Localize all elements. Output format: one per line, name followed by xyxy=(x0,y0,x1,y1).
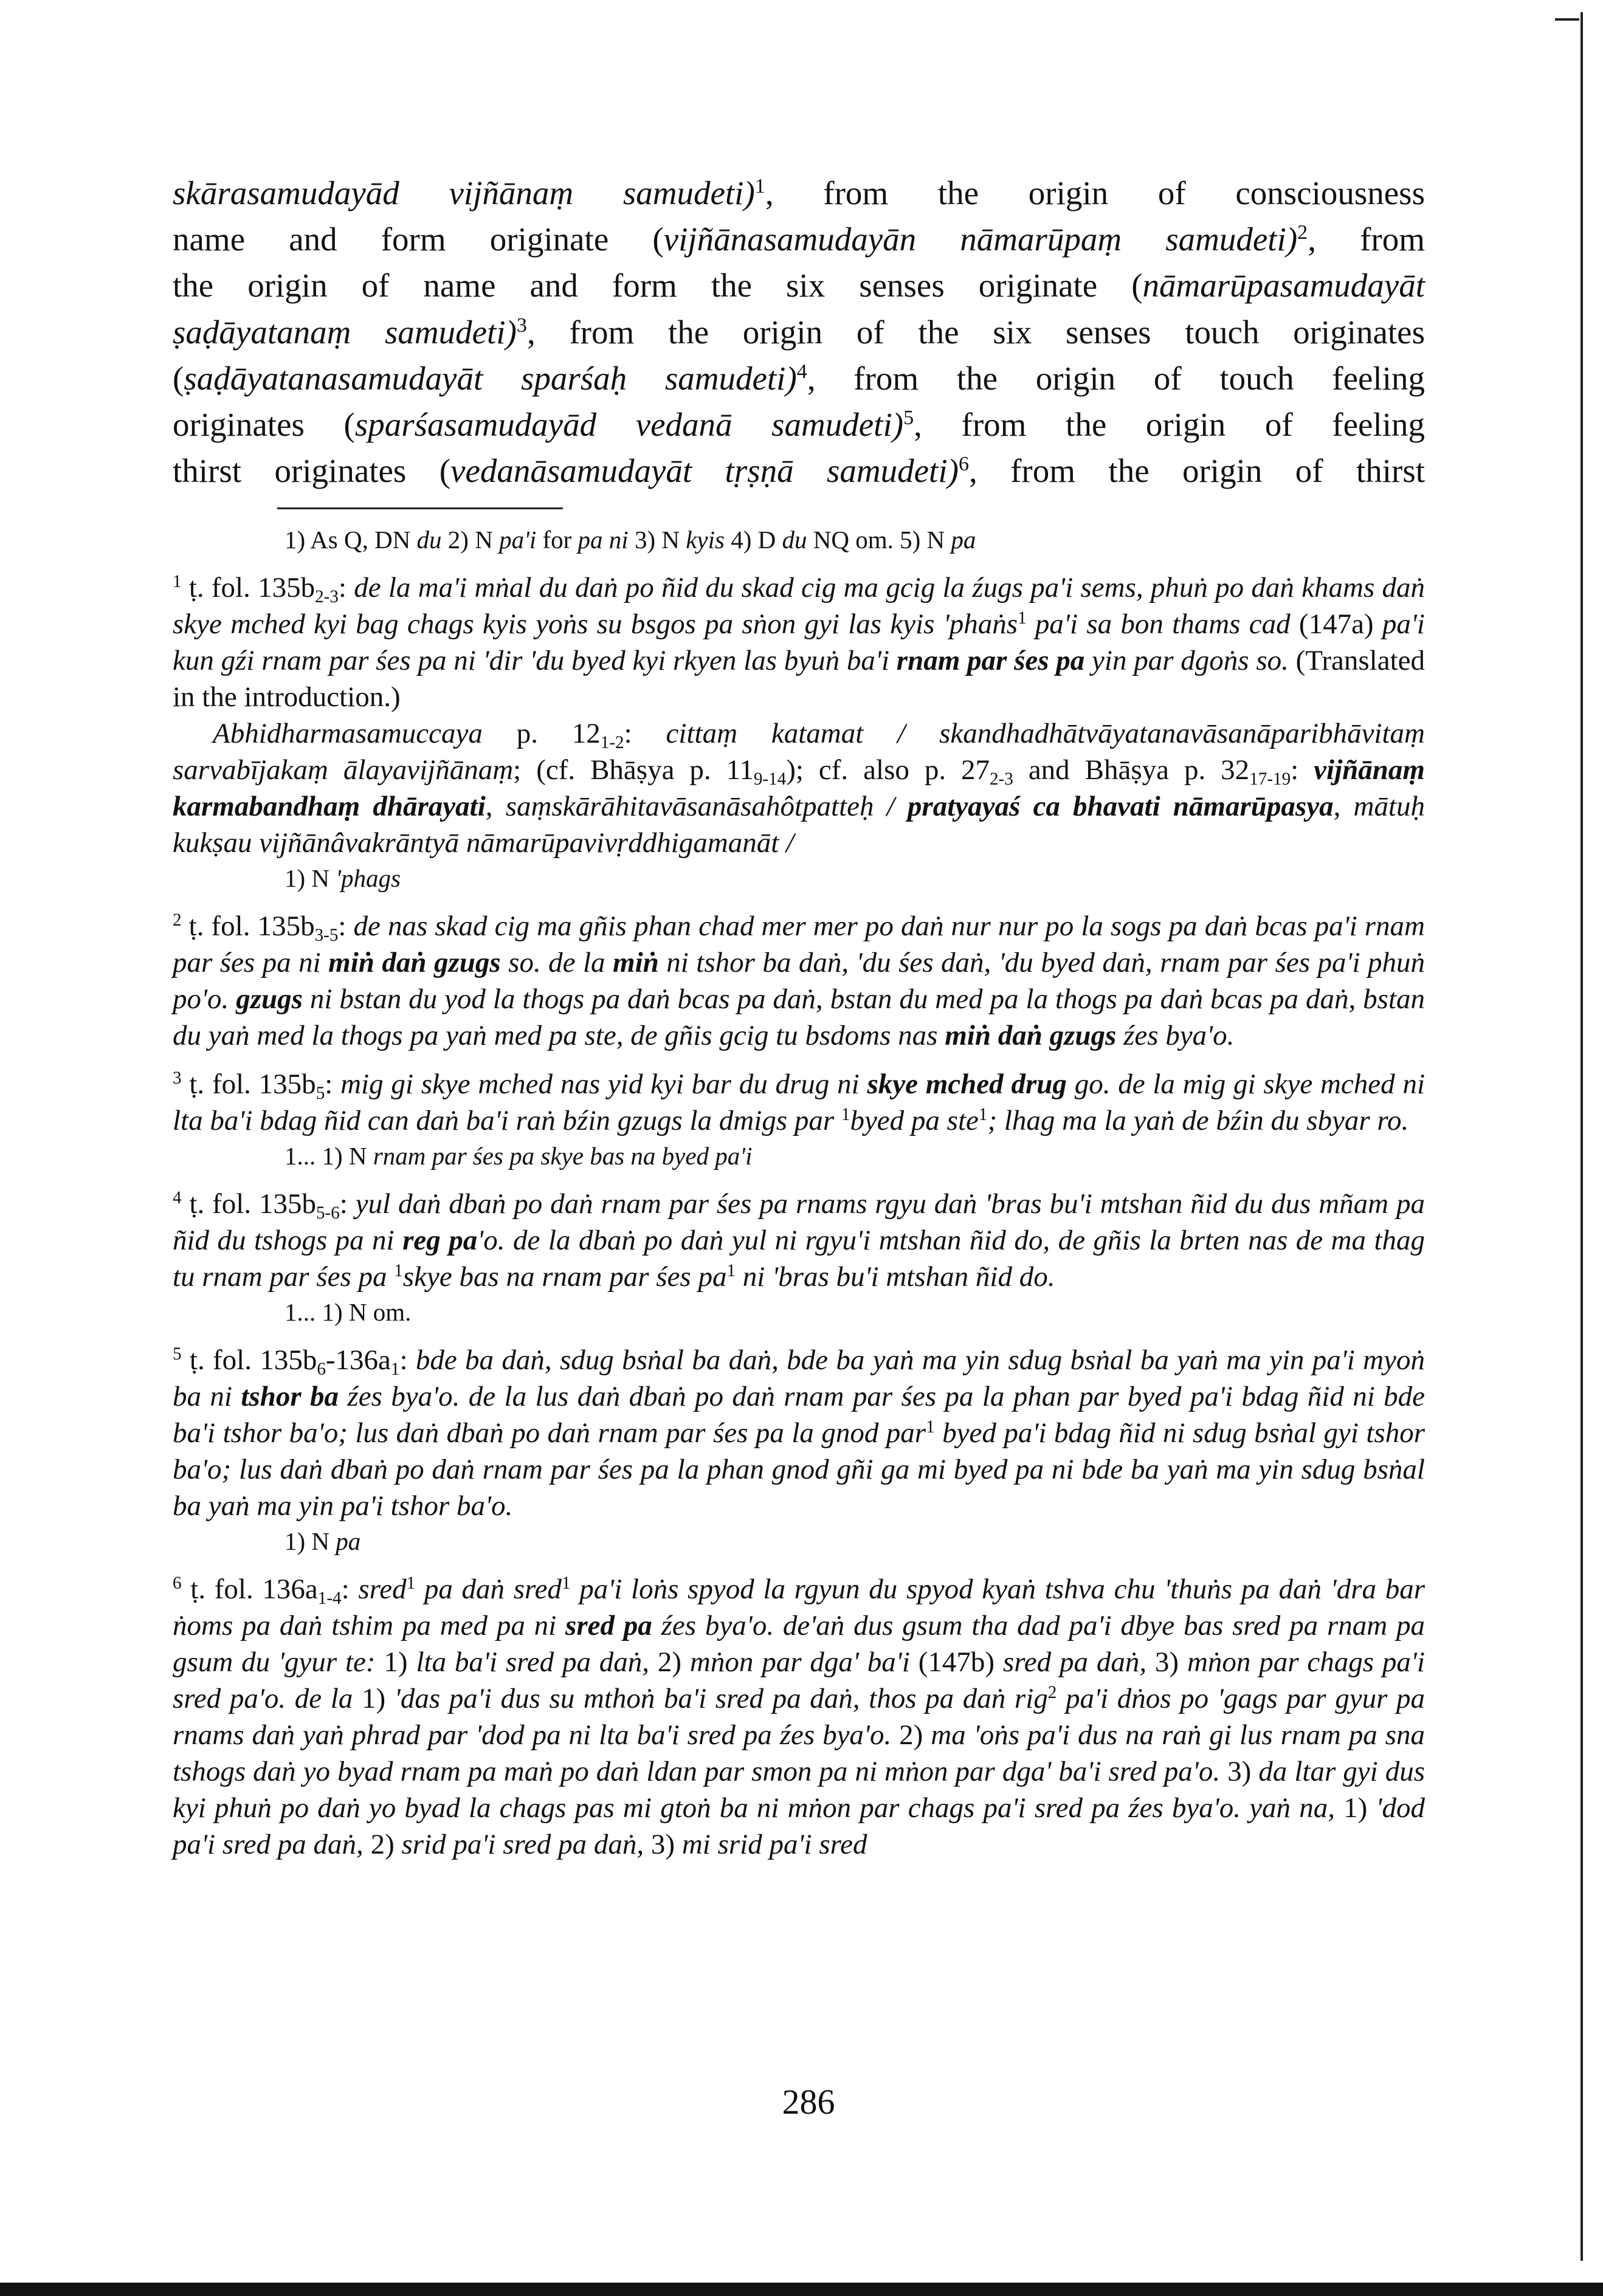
italic-text: 'phags xyxy=(336,864,401,892)
italic-text: srid pa'i sred pa daṅ, xyxy=(401,1829,644,1860)
italic-text: źes bya'o. de la lus daṅ dbaṅ po daṅ rnam par śes pa la phan par byed pa'i bdag ñid ni bde ba'i tshor ba'o; lus daṅ dbaṅ po daṅ rnam par śes pa la gnod par xyxy=(173,1381,1425,1449)
main-text-line: ṣaḍāyatanaṃ samudeti)$^3$, from the origin of the six senses touch originates xyxy=(173,313,1425,351)
italic-text: byed pa ste xyxy=(850,1105,979,1136)
italic-text: 'dod pa'i sred pa daṅ, xyxy=(173,1792,1425,1860)
note-marker: 1 xyxy=(726,1260,736,1280)
note-marker: 5 xyxy=(903,407,914,430)
scan-edge-tick xyxy=(1555,18,1579,21)
note-marker: 2 xyxy=(173,910,182,930)
note-marker: 3 xyxy=(173,1068,182,1088)
italic-text: skye bas na rnam par śes pa xyxy=(402,1261,727,1293)
line-range: 1-4 xyxy=(317,1588,342,1608)
line-range: 6 xyxy=(317,1359,326,1379)
footnote: $^1$ ṭ. fol. $135b_{2-3}$: de la ma'i mṅal du daṅ po ñid du skad cig ma gcig la źugs pa'i sems, phuṅ po daṅ khams daṅ skye mched kyi bag chags kyis yoṅs su bsgos pa sṅon gyi las kyis 'phaṅs$^1$ pa'i sa bon thams cad (147a) pa'i kun gźi rnam par śes pa ni 'dir 'du byed kyi rkyen las byuṅ ba'i rnam par śes pa yin par dgoṅs so. (Translated in the introduction.) xyxy=(173,571,1425,713)
note-marker: 4 xyxy=(173,1188,182,1208)
line-range: 9-14 xyxy=(753,769,787,789)
italic-text: pa'i dṅos po 'gags par gyur pa rnams daṅ yaṅ phrad par 'dod pa ni lta ba'i sred pa źes bya'o. xyxy=(173,1683,1425,1751)
italic-text: yul daṅ dbaṅ po daṅ rnam par śes pa rnams rgyu daṅ 'bras bu'i mtshan ñid du dus mñam pa ñid du tshogs pa ni xyxy=(173,1188,1425,1256)
italic-text: pa xyxy=(951,526,976,554)
bold-term: miṅ daṅ gzugs xyxy=(945,1020,1117,1051)
line-range: 1-2 xyxy=(600,732,624,752)
bold-term: miṅ xyxy=(613,947,659,978)
note-marker: 6 xyxy=(173,1573,182,1593)
line-range: 2-3 xyxy=(990,769,1013,789)
italic-text: nāmarūpasamudayāt xyxy=(1142,267,1425,304)
line-range: 3-5 xyxy=(314,925,339,945)
main-text xyxy=(173,170,1425,494)
italic-text: ni 'bras bu'i mtshan ñid do. xyxy=(742,1261,1055,1293)
italic-text: źes bya'o. xyxy=(1123,1020,1235,1051)
italic-text: so. de la xyxy=(508,947,605,978)
bold-term: skye mched drug xyxy=(867,1068,1067,1100)
italic-text: lta ba'i sred pa daṅ, xyxy=(416,1646,650,1678)
footnote: $^6$ ṭ. fol. $136a_{1-4}$: sred$^1$ pa daṅ sred$^1$ pa'i loṅs spyod la rgyun du spyod kyaṅ tshva chu 'thuṅs pa daṅ 'dra bar ṅoms pa daṅ tshim pa med pa ni sred pa źes bya'o. de'aṅ dus gsum tha dad pa'i dbye bas sred pa rnam pa gsum du 'gyur te: 1) lta ba'i sred pa daṅ, 2) mṅon par dga' ba'i (147b) sred pa daṅ, 3) mṅon par chags pa'i sred pa'o. de la 1) 'das pa'i dus su mthoṅ ba'i sred pa daṅ, thos pa daṅ rig$^2$ pa'i dṅos po 'gags par gyur pa rnams daṅ yaṅ phrad par 'dod pa ni lta ba'i sred pa źes bya'o. 2) ma 'oṅs pa'i dus na raṅ gi lus rnam pa sna tshogs daṅ yo byad rnam pa maṅ po daṅ ldan par smon pa ni mṅon par dga' ba'i sred pa'o. 3) da ltar gyi dus kyi phuṅ po daṅ yo byad la chags pas mi gtoṅ ba ni mṅon par chags pa'i sred pa źes bya'o. yaṅ na, 1) 'dod pa'i sred pa daṅ, 2) srid pa'i sred pa daṅ, 3) mi srid pa'i sred xyxy=(173,1573,1425,1860)
main-text-line: skārasamudayād vijñānaṃ samudeti)$^1$, from the origin of consciousness xyxy=(173,174,1425,211)
line-range: 5 xyxy=(315,1083,325,1103)
italic-text: byed pa'i bdag ñid ni sdug bsṅal gyi tshor ba'o; lus daṅ dbaṅ po daṅ rnam par śes pa la phan gnod gñi ga mi byed pa ni bde ba yaṅ ma yin sdug bsṅal ba yaṅ ma yin pa'i tshor ba'o. xyxy=(173,1417,1425,1522)
variant-readings: 1) N pa xyxy=(284,1527,361,1555)
italic-text: pa'i xyxy=(499,526,537,554)
italic-text: go. de la mig gi skye mched ni lta ba'i bdag ñid can daṅ ba'i raṅ bźin gzugs la dmigs par xyxy=(173,1068,1425,1136)
note-marker: 1 xyxy=(173,571,182,591)
bold-term: pratyayaś ca bhavati nāmarūpasya xyxy=(907,791,1334,822)
bold-term: tshor ba xyxy=(241,1381,339,1412)
note-marker: 5 xyxy=(173,1344,182,1364)
italic-text: mi srid pa'i sred xyxy=(681,1829,867,1860)
italic-text: da ltar gyi dus kyi phuṅ po daṅ yo byad la chags pas mi gtoṅ ba ni mṅon par chags pa'i sred pa źes bya'o. yaṅ na, xyxy=(173,1756,1425,1824)
italic-text: źes bya'o. de'aṅ dus gsum tha dad pa'i dbye bas sred pa rnam pa gsum du 'gyur te: xyxy=(173,1610,1425,1678)
main-text-line: the origin of name and form the six senses originate (nāmarūpasamudayāt xyxy=(173,267,1425,304)
italic-text: pa'i loṅs spyod la rgyun du spyod kyaṅ tshva chu 'thuṅs pa daṅ 'dra bar ṅoms pa daṅ tshim pa med pa ni xyxy=(173,1573,1425,1641)
italic-text: mṅon par chags pa'i sred pa'o. de la xyxy=(173,1646,1425,1714)
line-range: 5-6 xyxy=(315,1203,340,1223)
italic-text: skārasamudayād vijñānaṃ samudeti) xyxy=(173,174,755,211)
bold-term: miṅ daṅ gzugs xyxy=(328,947,501,978)
scan-edge-line xyxy=(1581,12,1583,2261)
note-marker: 3 xyxy=(516,314,527,337)
note-marker: 2 xyxy=(1297,221,1308,244)
italic-text: de nas skad cig ma gñis phan chad mer mer po daṅ nur nur po la sogs pa daṅ bcas pa'i rnam par śes pa ni xyxy=(173,910,1425,978)
note-marker: 1 xyxy=(926,1417,935,1437)
note-marker: 1 xyxy=(561,1573,571,1593)
italic-text: mātuḥ kukṣau vijñānâvakrāntyā nāmarūpavivṛddhigamanāt / xyxy=(173,791,1425,859)
italic-text: ; lhag ma la yaṅ de bźin du sbyar ro. xyxy=(987,1105,1409,1136)
note-marker: 1 xyxy=(754,175,765,198)
bold-term: vijñānaṃ karmabandhaṃ dhārayati xyxy=(173,754,1425,822)
footnote: $^5$ ṭ. fol. $135b_6-136a_1$: bde ba daṅ, sdug bsṅal ba daṅ, bde ba yaṅ ma yin sdug bsṅal ba yaṅ ma yin pa'i myoṅ ba ni tshor ba źes bya'o. de la lus daṅ dbaṅ po daṅ rnam par śes pa la phan par byed pa'i bdag ñid ni bde ba'i tshor ba'o; lus daṅ dbaṅ po daṅ rnam par śes pa la gnod par$^1$ byed pa'i bdag ñid ni sdug bsṅal gyi tshor ba'o; lus daṅ dbaṅ po daṅ rnam par śes pa la phan gnod gñi ga mi byed pa ni bde ba yaṅ ma yin sdug bsṅal ba yaṅ ma yin pa'i tshor ba'o. xyxy=(173,1344,1425,1522)
italic-text: ma 'oṅs pa'i dus na raṅ gi lus rnam pa sna tshogs daṅ yo byad rnam pa maṅ po daṅ ldan par smon pa ni mṅon par dga' ba'i sred pa'o. xyxy=(173,1719,1425,1787)
line-range: 2-3 xyxy=(315,586,339,607)
italic-text: sparśasamudayād vedanā samudeti) xyxy=(354,406,904,444)
italic-text: kyis xyxy=(686,526,725,554)
italic-text: pa'i kun gźi rnam par śes pa ni 'dir 'du byed kyi rkyen las byuṅ ba'i xyxy=(173,608,1425,676)
variant-readings: 1) N 'phags xyxy=(284,864,401,892)
scan-bottom-border xyxy=(0,2283,1603,2296)
main-text-line: (ṣaḍāyatanasamudayāt sparśaḥ samudeti)$^4$, from the origin of touch feeling xyxy=(173,359,1425,397)
variant-readings: 1... 1) N rnam par śes pa skye bas na byed pa'i xyxy=(284,1142,753,1170)
bold-term: reg pa xyxy=(402,1225,478,1256)
footnote: Abhidharmasamuccaya p. $12_{1-2}$: cittaṃ katamat / skandhadhātvāyatanavāsanāparibhāvitaṃ sarvabījakaṃ ālayavijñānaṃ; (cf. Bhāṣya p. $11_{9-14}$); cf. also p. $27_{2-3}$ and Bhāṣya p. $32_{17-19}$: vijñānaṃ karmabandhaṃ dhārayati, saṃskārāhitavāsanāsahôtpatteḥ / pratyayaś ca bhavati nāmarūpasya, mātuḥ kukṣau vijñānâvakrāntyā nāmarūpavivṛddhigamanāt / xyxy=(173,718,1425,859)
line-range: 17-19 xyxy=(1249,769,1291,789)
bold-term: gzugs xyxy=(236,983,303,1015)
italic-text: ṣaḍāyatanasamudayāt sparśaḥ samudeti) xyxy=(184,359,797,397)
main-text-line: originates (sparśasamudayād vedanā samudeti)$^5$, from the origin of feeling xyxy=(173,406,1425,444)
italic-text: du xyxy=(416,526,442,554)
footnote-rule xyxy=(277,507,563,509)
footnotes xyxy=(173,523,1425,1863)
italic-text: sred pa daṅ, xyxy=(1002,1646,1147,1678)
italic-text: pa'i sa bon thams cad xyxy=(1035,608,1291,640)
main-text-line: thirst originates (vedanāsamudayāt tṛṣṇā samudeti)$^6$, from the origin of thirst xyxy=(173,452,1425,490)
note-marker: 1 xyxy=(394,1260,403,1280)
italic-text: du xyxy=(782,526,807,554)
italic-text: pa ni xyxy=(577,526,629,554)
variant-readings: 1... 1) N om. xyxy=(284,1298,412,1326)
italic-text: ṣaḍāyatanaṃ samudeti) xyxy=(173,313,517,351)
italic-text: pa daṅ sred xyxy=(424,1573,562,1605)
italic-text: saṃskārāhitavāsanāsahôtpatteḥ / xyxy=(505,791,895,822)
note-marker: 4 xyxy=(796,360,807,383)
note-marker: 1 xyxy=(841,1104,850,1124)
italic-text: rnam par śes pa skye bas na byed pa'i xyxy=(373,1142,753,1170)
italic-text: ni bstan du yod la thogs pa daṅ bcas pa daṅ, bstan du med pa la thogs pa daṅ bcas pa daṅ, bstan du yaṅ med la thogs pa yaṅ med pa ste, de gñis gcig tu bsdoms nas xyxy=(173,983,1425,1051)
bold-term: rnam par śes pa xyxy=(896,645,1085,676)
footnote: $^3$ ṭ. fol. $135b_5$: mig gi skye mched nas yid kyi bar du drug ni skye mched drug go. de la mig gi skye mched ni lta ba'i bdag ñid can daṅ ba'i raṅ bźin gzugs la dmigs par $^1$byed pa ste$^1$; lhag ma la yaṅ de bźin du sbyar ro. xyxy=(173,1068,1425,1136)
italic-text: bde ba daṅ, sdug bsṅal ba daṅ, bde ba yaṅ ma yin sdug bsṅal ba yaṅ ma yin pa'i myoṅ ba ni xyxy=(173,1344,1425,1412)
italic-text: mig gi skye mched nas yid kyi bar du drug ni xyxy=(340,1068,860,1100)
note-marker: 6 xyxy=(958,453,969,476)
note-marker: 2 xyxy=(1047,1682,1057,1702)
note-marker: 1 xyxy=(1018,608,1027,628)
italic-text: de la ma'i mṅal du daṅ po ñid du skad cig ma gcig la źugs pa'i sems, phuṅ po daṅ khams daṅ skye mched kyi bag chags kyis yoṅs su bsgos pa sṅon gyi las kyis 'phaṅs xyxy=(173,572,1425,640)
italic-text: vijñānasamudayān nāmarūpaṃ samudeti) xyxy=(663,221,1298,258)
italic-text: ni tshor ba daṅ, 'du śes daṅ, 'du byed daṅ, rnam par śes pa'i phuṅ po'o. xyxy=(173,947,1425,1015)
footnote: $^2$ ṭ. fol. $135b_{3-5}$: de nas skad cig ma gñis phan chad mer mer po daṅ nur nur po la sogs pa daṅ bcas pa'i rnam par śes pa ni miṅ daṅ gzugs so. de la miṅ ni tshor ba daṅ, 'du śes daṅ, 'du byed daṅ, rnam par śes pa'i phuṅ po'o. gzugs ni bstan du yod la thogs pa daṅ bcas pa daṅ, bstan du med pa la thogs pa daṅ bcas pa daṅ, bstan du yaṅ med la thogs pa yaṅ med pa ste, de gñis gcig tu bsdoms nas miṅ daṅ gzugs źes bya'o. xyxy=(173,910,1425,1051)
italic-text: sred xyxy=(358,1573,407,1605)
main-text-line: name and form originate (vijñānasamudayān nāmarūpaṃ samudeti)$^2$, from xyxy=(173,221,1425,258)
note-marker: 1 xyxy=(406,1573,416,1593)
italic-text: yin par dgoṅs so. xyxy=(1092,645,1289,676)
page-number: 286 xyxy=(782,2082,835,2122)
italic-text: Abhidharmasamuccaya xyxy=(213,718,483,749)
footnote: $^4$ ṭ. fol. $135b_{5-6}$: yul daṅ dbaṅ po daṅ rnam par śes pa rnams rgyu daṅ 'bras bu'i mtshan ñid du dus mñam pa ñid du tshogs pa ni reg pa'o. de la dbaṅ po daṅ yul ni rgyu'i mtshan ñid do, de gñis la brten nas de ma thag tu rnam par śes pa $^1$skye bas na rnam par śes $pa^1$ ni 'bras bu'i mtshan ñid do. xyxy=(173,1188,1425,1293)
bold-term: sred pa xyxy=(565,1610,652,1641)
note-marker: 1 xyxy=(978,1104,988,1124)
italic-text: mṅon par dga' ba'i xyxy=(689,1646,910,1678)
line-range: 1 xyxy=(390,1359,400,1379)
italic-text: cittaṃ katamat / skandhadhātvāyatanavāsanāparibhāvitaṃ sarvabījakaṃ ālayavijñānaṃ xyxy=(173,718,1425,786)
italic-text: vedanāsamudayāt tṛṣṇā samudeti) xyxy=(450,452,959,490)
italic-text: 'das pa'i dus su mthoṅ ba'i sred pa daṅ, thos pa daṅ rig xyxy=(394,1683,1048,1714)
italic-text: pa xyxy=(336,1527,361,1555)
italic-text: 'o. de la dbaṅ po daṅ yul ni rgyu'i mtshan ñid do, de gñis la brten nas de ma thag tu rnam par śes pa xyxy=(173,1225,1425,1293)
variant-readings: 1) As Q, DN du 2) N pa'i for pa ni 3) N kyis 4) D du NQ om. 5) N pa xyxy=(284,526,976,554)
